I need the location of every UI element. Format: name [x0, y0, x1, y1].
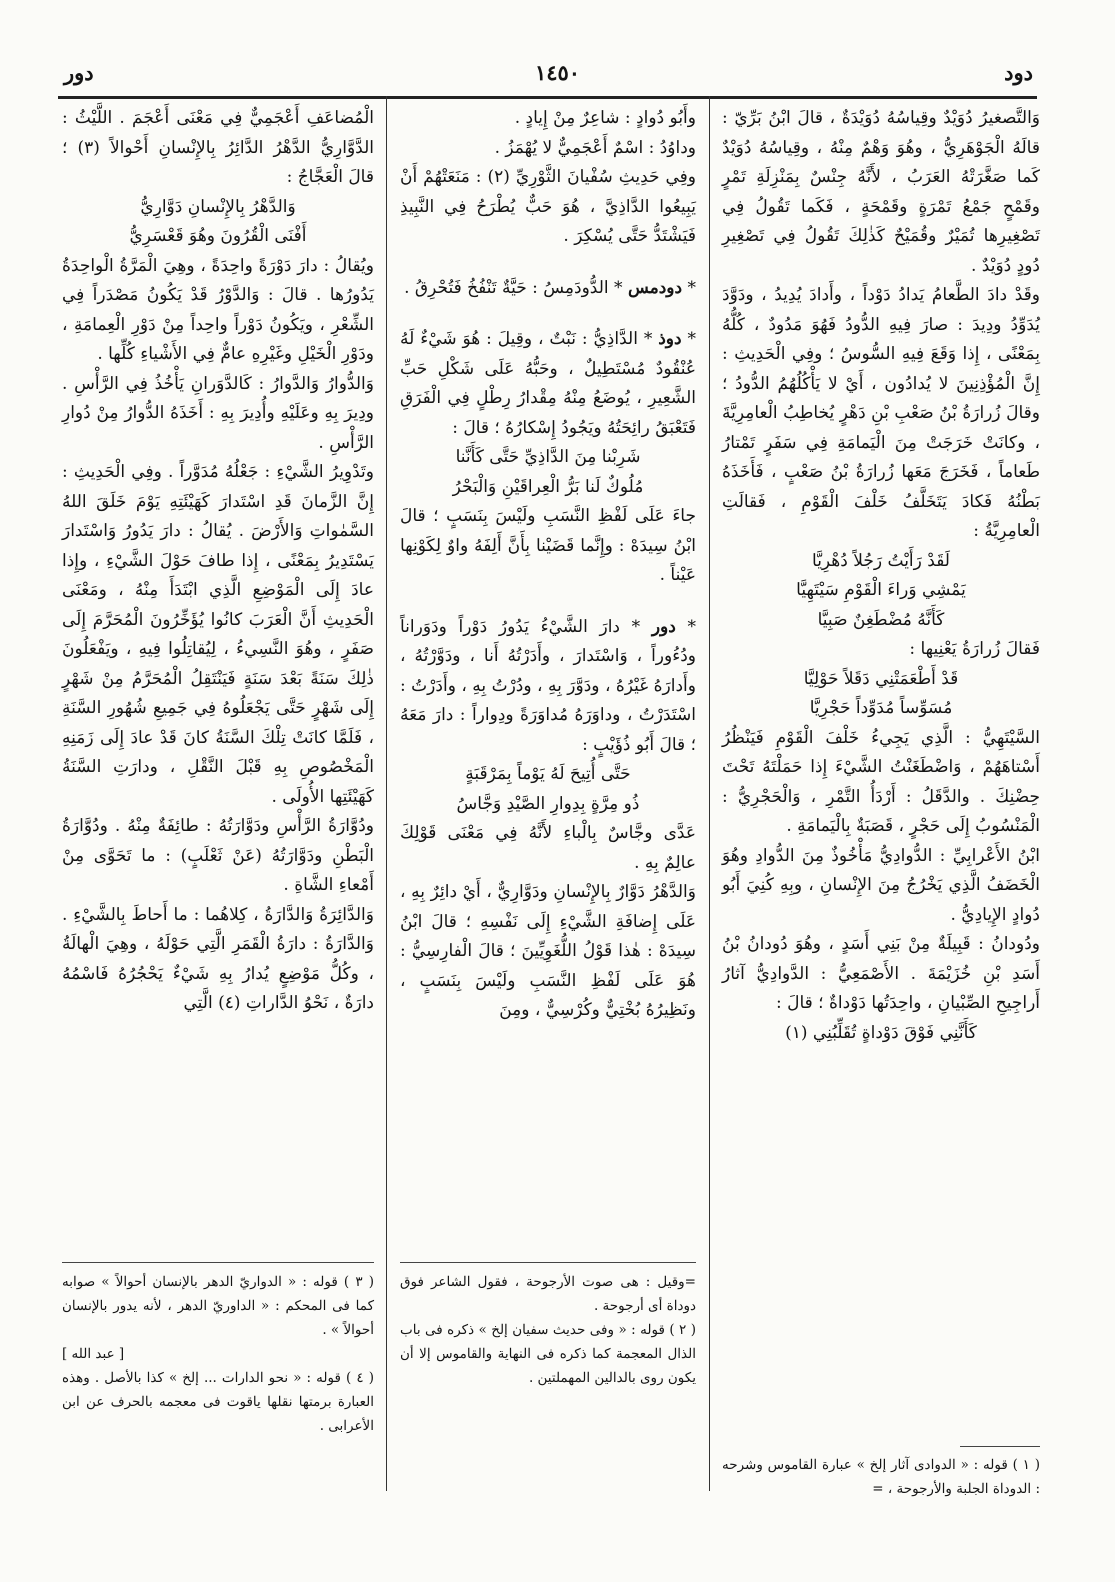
- footnote: =وقيل : هى صوت الأرجوحة ، فقول الشاعر فوق دوداة أى أرجوحة .: [400, 1274, 696, 1314]
- entry-text: الدُّودَمِسُ : حَيَّةٌ تَنْفُخُ فَتُحْرِقُ .: [404, 277, 609, 298]
- paragraph: الْمُضاعَفِ أَعْجَمِيٌّ فِي مَعْنَى أَعْجَمَ . اللَّيْثُ : الدَّوَّارِيُّ الدَّهْرُ الدَّائِرُ بِالإِنْسانِ أَحْوالاً (٣) ؛ قالَ الْعَجَّاجُ :: [62, 108, 374, 187]
- entry: * دودمس * الدُّودَمِسُ : حَيَّةٌ تَنْفُخُ فَتُحْرِقُ .: [404, 277, 696, 298]
- page-number: ١٤٥٠: [534, 60, 581, 85]
- footnote-signature: [ عبد الله ]: [62, 1346, 125, 1362]
- footnote: ( ٢ ) قوله : « وفى حديث سفيان إلخ » ذكره فى باب الذال المعجمة كما ذكره فى النهاية والقاموس إلا أن يكون روى بالدالين المهملتين .: [400, 1322, 696, 1386]
- column-left: [62, 104, 374, 1019]
- verse-line: وَالدَّهْرُ بِالإِنْسانِ دَوَّارِيُّ: [140, 196, 296, 217]
- paragraph: ودُودانُ : قَبِيلَةٌ مِنْ بَنِي أَسَدٍ ، وهُوَ دُودانُ بْنُ أَسَدِ بْنِ خُزَيْمَةَ . الأَصْمَعِيُّ : الدَّوادِيُّ آثارُ أَراجِيحِ الصِّبْيانِ ، واحِدَتُها دَوْداةٌ ؛ قالَ :: [722, 934, 1040, 1013]
- column-middle: [400, 104, 696, 1026]
- paragraph: وَالدَّهْرُ دَوَّارٌ بِالإِنْسانِ ودَوَّارِيٌّ ، أَيْ دائِرٌ بِهِ ، عَلَى إِضافَةِ الشَّيْءِ إِلَى نَفْسِهِ ؛ قالَ ابْنُ سِيدَهْ : هٰذا قَوْلُ اللُّغَوِيِّينَ ؛ قالَ الْفارِسِيُّ : هُوَ عَلَى لَفْظِ النَّسَبِ ولَيْسَ بِنَسَبٍ ، ونَظِيرُهُ بُخْتِيٌّ وكُرْسِيٌّ ، ومِنَ: [400, 882, 696, 1020]
- spacer: [400, 252, 696, 274]
- footnote: ( ١ ) قوله : « الدوادى آثار إلخ » عبارة القاموس وشرحه : الدوداة الجلبة والأرجوحة ، =: [722, 1457, 1040, 1497]
- paragraph: جاءَ عَلَى لَفْظِ النَّسَبِ ولَيْسَ بِنَسَبٍ ؛ قالَ ابْنُ سِيدَهْ : وإِنَّما قَضَيْنا بِأَنَّ أَلِفَهُ واوٌ لِكَوْنِها عَيْناً .: [400, 506, 696, 585]
- verse-line: كَأَنَّهُ مُضْطَغِنٌ صَبِيَّا: [817, 609, 945, 630]
- spacer: [400, 303, 696, 325]
- paragraph: وداوُدُ : اسْمٌ أَعْجَمِيٌّ لا يُهْمَزُ .: [494, 137, 696, 158]
- footnote-rule: [960, 1446, 1040, 1447]
- paragraph: ويُقالُ : دارَ دَوْرَةً واحِدَةً ، وهِيَ الْمَرَّةُ الْواحِدَةُ يَدُورُها . قالَ : وَالدَّوْرُ قَدْ يَكُونُ مَصْدَراً فِي الشِّعْرِ ، ويَكُونُ دَوْراً واحِداً مِنْ دَوْرِ الْعِمامَةِ ، ودَوْرِ الْخَيْلِ وغَيْرِهِ عامٌّ فِي الأَشْياءِ كُلِّها .: [62, 255, 374, 364]
- paragraph: وتَدْوِيرُ الشَّيْءِ : جَعْلُهُ مُدَوَّراً . وفِي الْحَدِيثِ : إِنَّ الزَّمانَ قَدِ اسْتَدارَ كَهَيْئَتِهِ يَوْمَ خَلَقَ اللهُ السَّمٰواتِ وَالأَرْضَ . يُقالُ : دارَ يَدُورُ وَاسْتَدارَ يَسْتَدِيرُ بِمَعْنًى ، إِذا طافَ حَوْلَ الشَّيْءِ ، وإِذا عادَ إِلَى الْمَوْضِعِ الَّذِي ابْتَدَأَ مِنْهُ ، ومَعْنَى الْحَدِيثِ أَنَّ الْعَرَبَ كانُوا يُؤَخِّرُونَ الْمُحَرَّمَ إِلَى صَفَرٍ ، وهُوَ النَّسِيءُ ، لِيُقاتِلُوا فِيهِ ، ويَفْعَلُونَ ذٰلِكَ سَنَةً بَعْدَ سَنَةٍ فَيَنْتَقِلُ الْمُحَرَّمُ مِنْ شَهْرٍ إِلَى شَهْرٍ حَتَّى يَجْعَلُوهُ فِي جَمِيعِ شُهُورِ السَّنَةِ ، فَلَمَّا كانَتْ تِلْكَ السَّنَةُ كانَ قَدْ عادَ إِلَى زَمَنِهِ الْمَخْصُوصِ بِهِ قَبْلَ النَّقْلِ ، ودارَتِ السَّنَةُ كَهَيْئَتِها الأُولَى .: [62, 462, 374, 807]
- entry-text: دارَ الشَّيْءُ يَدُورُ دَوْراً ودَوَراناً ودُءُوراً ، وَاسْتَدارَ ، وأَدَرْتُهُ أَنا ، ودَوَّرْتُهُ ، وأَدارَهُ غَيْرُهُ ، ودَوَّرَ بِهِ ، ودُرْتُ بِهِ ، وأَدَرْتُ : اسْتَدَرْتُ ، وداوَرَهُ مُداوَرَةً ودِواراً : دارَ مَعَهُ ؛ قالَ أَبُو ذُؤَيْبٍ :: [400, 616, 696, 755]
- footnote-rule: [400, 1262, 696, 1263]
- paragraph: وأَبُو دُوادٍ : شاعِرٌ مِنْ إِيادٍ .: [514, 108, 696, 128]
- header-rule: [58, 96, 1037, 99]
- entry-headword: دور: [651, 616, 676, 637]
- spacer: [400, 591, 696, 613]
- verse-line: لَقَدْ رَأَيْتُ رَجُلاً دُهْرِيَّا: [812, 550, 950, 571]
- verse-line: حَتَّى أُتِيحَ لَهُ يَوْماً بِمَرْقَبَةٍ: [465, 764, 631, 784]
- footnote-right: [722, 1453, 1040, 1501]
- paragraph: وَالدُّوارُ وَالدَّوارُ : كَالدَّوَرانِ يَأْخُذُ فِي الرَّأْسِ . ودِيرَ بِهِ وعَلَيْهِ وأُدِيرَ بِهِ : أَخَذَهُ الدُّوارُ مِنْ دُوارِ الرَّأْسِ .: [62, 373, 374, 453]
- verse-line: كَأَنَّنِي فَوْقَ دَوْداةٍ تُقَلِّبُنِي (١): [785, 1022, 977, 1043]
- column-right: [722, 104, 1040, 1048]
- verse-line: ذُو مِرَّةٍ بِدِوارِ الصَّيْدِ وَجَّاسُ: [456, 793, 640, 814]
- entry-text: الدَّاذِيُّ : نَبْتٌ ، وقِيلَ : هُوَ شَيْءٌ لَهُ عُنْقُودٌ مُسْتَطِيلٌ ، وحَبُّهُ عَلَى شَكْلِ حَبِّ الشَّعِيرِ ، يُوضَعُ مِنْهُ مِقْدارُ رِطْلٍ فِي الْفَرَقِ فَتَعْبَقُ رائِحَتُهُ ويَجُودُ إِسْكارُهُ ؛ قالَ :: [400, 329, 696, 438]
- verse-line: مُسَوِّساً مُدَوِّداً حَجْرِيَّا: [809, 698, 953, 718]
- footnote: ( ٤ ) قوله : « نحو الدارات ... إلخ » كذا بالأصل . وهذه العبارة برمتها نقلها ياقوت فى معجمه بالحرف عن ابن الأعرابى .: [62, 1370, 374, 1434]
- header-right-word: دود: [1004, 60, 1033, 85]
- paragraph: وفِي حَدِيثِ سُفْيانَ الثَّوْرِيِّ (٢) : مَنَعَتْهُمْ أَنْ يَبِيعُوا الدَّاذِيَّ ، هُوَ حَبٌّ يُطْرَحُ فِي النَّبِيذِ فَيَشْتَدُّ حَتَّى يُسْكِرَ .: [400, 167, 697, 246]
- entry-headword: دوذ: [658, 329, 682, 349]
- column-divider: [386, 96, 387, 1491]
- footnote-left: [62, 1270, 374, 1438]
- verse-line: قَدْ أَطْعَمَتْنِي دَقَلاً حَوْلِيَّا: [803, 668, 959, 689]
- paragraph: عَدَّى وجَّاسٌ بِالْباءِ لأَنَّهُ فِي مَعْنَى قَوْلِكَ عالِمٌ بِهِ .: [400, 823, 696, 873]
- paragraph: السَّيْتَهِيُّ : الَّذِي يَجِيءُ خَلْفَ الْقَوْمِ فَيَنْظُرُ أَسْتاهَهُمْ ، وَاضْطَغَنْتُ الشَّيْءَ إِذا حَمَلْتَهُ تَحْتَ حِضْنِكَ . والدَّقَلُ : أَرْدَأُ التَّمْرِ ، وَالْحَجْرِيُّ : الْمَنْسُوبُ إِلَى حَجْرٍ ، قَصَبَةٌ بِالْيَمامَةِ .: [722, 727, 1040, 836]
- entry: * دوذ * الدَّاذِيُّ : نَبْتٌ ، وقِيلَ : هُوَ شَيْءٌ لَهُ عُنْقُودٌ مُسْتَطِيلٌ ، وحَبُّهُ عَلَى شَكْلِ حَبِّ الشَّعِيرِ ، يُوضَعُ مِنْهُ مِقْدارُ رِطْلٍ فِي الْفَرَقِ فَتَعْبَقُ رائِحَتُهُ ويَجُودُ إِسْكارُهُ ؛ قالَ :: [400, 329, 696, 438]
- footnote: ( ٣ ) قوله : « الدواريّ الدهر بالإنسان أحوالاً » صوابه كما فى المحكم : « الداوريّ الدهر ، لأنه يدور بالإنسان أحوالاً » .: [62, 1274, 375, 1338]
- verse-line: أَفْنَى الْقُرُونَ وهُوَ قَعْسَرِيُّ: [129, 226, 307, 246]
- verse-line: مُلُوكٌ لَنا بَرُّ الْعِراقَيْنِ وَالْبَحْرُ: [452, 476, 644, 497]
- header-left-word: دور: [64, 60, 94, 85]
- paragraph: ابْنُ الأَعْرابِيِّ : الدُّوادِيُّ مَأْخُوذٌ مِنَ الدُّوادِ وهُوَ الْخَضَفُ الَّذِي يَخْرُجُ مِنَ الإِنْسانِ ، وبِهِ كُنِيَ أَبُو دُوادٍ الإِيادِيُّ .: [722, 845, 1040, 925]
- paragraph: وَالدَّائِرَةُ وَالدَّارَةُ ، كِلاهُما : ما أَحاطَ بِالشَّيْءِ . وَالدَّارَةُ : دارَةُ الْقَمَرِ الَّتِي حَوْلَهُ ، وهِيَ الْهالَةُ ، وكُلُّ مَوْضِعٍ يُدارُ بِهِ شَيْءٌ يَحْجُرُهُ فَاسْمُهُ دارَةٌ ، نَحْوُ الدَّاراتِ (٤) الَّتِي: [62, 904, 374, 1013]
- footnote-rule: [62, 1262, 374, 1263]
- verse-line: يَمْشِي وَراءَ الْقَوْمِ سَيْتَهِيَّا: [796, 580, 966, 600]
- paragraph: فَقالَ زُرارَةُ يَعْنِيها :: [909, 639, 1040, 659]
- entry-headword: دودمس: [627, 277, 683, 298]
- verse-line: شَرِبْنا مِنَ الدَّاذِيِّ حَتَّى كَأَنَّنا: [455, 447, 641, 467]
- paragraph: ودُوَّارَةُ الرَّأْسِ ودَوَّارَتُهُ : طائِفَةٌ مِنْهُ . ودُوَّارَةُ الْبَطْنِ ودَوَّارَتُهُ (عَنْ ثَعْلَبٍ) : ما تَحَوَّى مِنْ أَمْعاءِ الشَّاةِ .: [62, 816, 374, 895]
- column-divider: [709, 96, 710, 1491]
- entry: * دور * دارَ الشَّيْءُ يَدُورُ دَوْراً ودَوَراناً ودُءُوراً ، وَاسْتَدارَ ، وأَدَرْتُهُ أَنا ، ودَوَّرْتُهُ ، وأَدارَهُ غَيْرُهُ ، ودَوَّرَ بِهِ ، ودُرْتُ بِهِ ، وأَدَرْتُ : اسْتَدَرْتُ ، وداوَرَهُ مُداوَرَةً ودِواراً : دارَ مَعَهُ ؛ قالَ أَبُو ذُؤَيْبٍ :: [400, 616, 697, 755]
- paragraph: وقَدْ دادَ الطَّعامُ يَدادُ دَوْداً ، وأَدادَ يُدِيدُ ، ودَوَّدَ يُدَوِّدُ ودِيدَ : صارَ فِيهِ الدُّودُ فَهُوَ مَدُودٌ ، كُلُّهُ بِمَعْنًى ، إِذا وَقَعَ فِيهِ السُّوسُ ؛ وفِي الْحَدِيثِ : إِنَّ الْمُؤْذِنِينَ لا يُدادُون ، أَيْ لا يَأْكُلُهُمُ الدُّودُ ؛ وقالَ زُرارَةُ بْنُ صَعْبِ بْنِ دَهْرٍ يُخاطِبُ الْعامِرِيَّةَ ، وكانَتْ خَرَجَتْ مِنَ الْيَمامَةِ فِي سَفَرٍ تَمْتارُ طَعاماً ، فَخَرَجَ مَعَها زُرارَةُ بْنُ صَعْبٍ ، فَأَخَذَهُ بَطْنُهُ فَكادَ يَتَخَلَّفُ خَلْفَ الْقَوْمِ ، فَقالَتِ الْعامِرِيَّةُ :: [722, 285, 1040, 541]
- footnote-middle: [400, 1270, 696, 1390]
- paragraph: وَالتَّصغيرُ دُوَيْدٌ وقِياسُهُ دُوَيْدَةٌ ، قالَ ابْنُ بَرِّيّ : قالَهُ الْجَوْهَرِيُّ ، وهُوَ وَهْمٌ مِنْهُ ، وقِياسُهُ دُوَيْدٌ كَما صَغَّرَتْهُ العَرَبُ ، لأَنَّهُ جِنْسٌ بِمَنْزِلَةِ تَمْرٍ وقَمْحٍ جَمْعُ تَمْرَةٍ وقَمْحَةٍ ، فَكَما تَقُولُ فِي تَصْغِيرِها تُمَيْرٌ وقُمَيْحٌ كَذٰلِكَ تَقُولُ فِي تَصْغِيرِ دُودٍ دُوَيْدٌ .: [722, 108, 1040, 276]
